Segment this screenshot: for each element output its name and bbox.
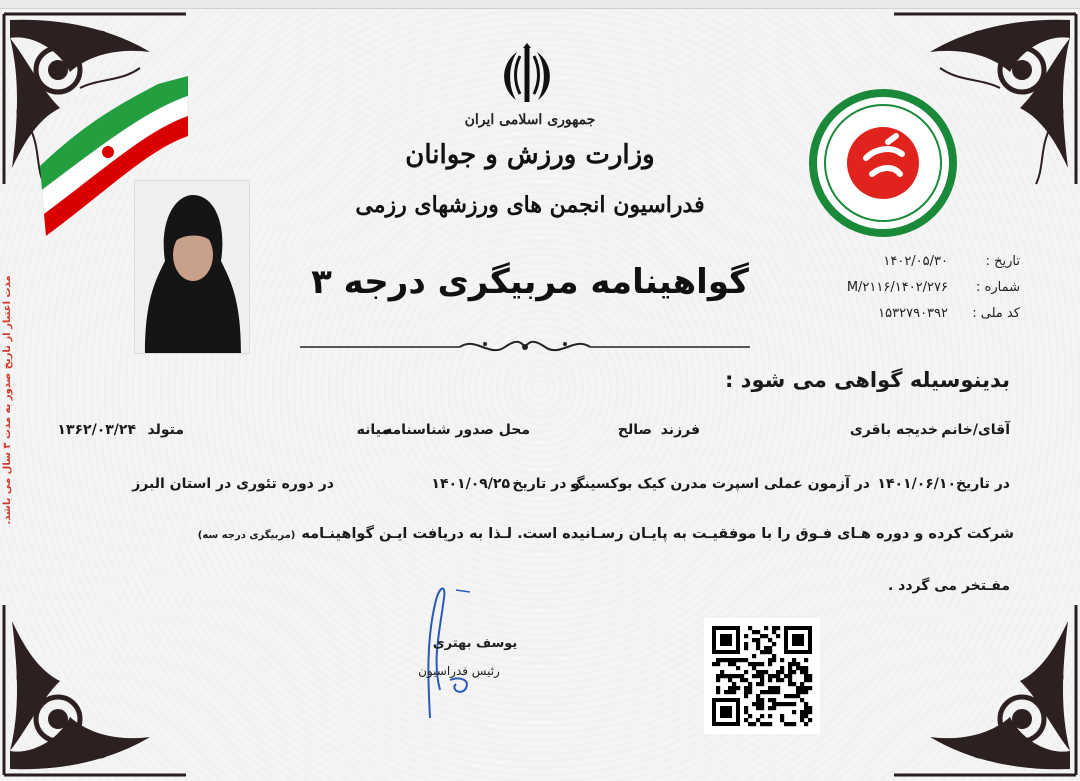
ministry-heading: وزارت ورزش و جوانان bbox=[405, 140, 655, 170]
meta-label: کد ملی : bbox=[972, 306, 1020, 321]
certificate-title: گواهینامه مربیگری درجه ۳ bbox=[311, 262, 749, 302]
course-date: ۱۴۰۱/۰۹/۲۵ bbox=[431, 476, 510, 492]
holder-name: خدیجه باقری bbox=[849, 422, 938, 438]
completion-line bbox=[198, 526, 1014, 542]
meta-value: ۱۴۰۲/۰۵/۳۰ bbox=[883, 254, 948, 269]
certificate-meta bbox=[780, 254, 1020, 332]
meta-label: تاریخ : bbox=[985, 254, 1020, 269]
signer-name: یوسف بهتری bbox=[432, 636, 518, 651]
certification-intro: بدینوسیله گواهی می شود : bbox=[724, 368, 1010, 392]
holder-photo bbox=[134, 180, 250, 354]
federation-logo bbox=[808, 88, 958, 238]
meta-value: ۱۴۰۲/۲۷۶/M/۲۱۱۶ bbox=[846, 280, 948, 295]
father-label: فرزند bbox=[660, 422, 700, 438]
exam-date-label: در تاریخ bbox=[955, 476, 1010, 492]
exam-details-line bbox=[50, 476, 1010, 500]
validity-side-note: مدت اعتبار از تاریخ صدور به مدت ۳ سال می باشد. bbox=[2, 275, 13, 525]
birthplace: میانه bbox=[356, 422, 390, 438]
exam-date: ۱۴۰۱/۰۶/۱۰ bbox=[877, 476, 956, 492]
exam-description: در آزمون عملی اسپرت مدرن کیک بوکسینگ bbox=[570, 476, 870, 492]
meta-row-number bbox=[780, 280, 1020, 306]
meta-value: ۱۵۳۲۷۹۰۳۹۲ bbox=[878, 306, 948, 321]
birth-date: ۱۳۶۲/۰۳/۲۴ bbox=[57, 422, 136, 438]
iran-emblem-icon bbox=[492, 42, 562, 108]
ornamental-divider bbox=[300, 336, 750, 358]
birth-label: متولد bbox=[147, 422, 184, 438]
course-description: در دوره تئوری در استان البرز bbox=[132, 476, 334, 492]
course-date-label: و در تاریخ bbox=[512, 476, 580, 492]
ornament-corner-bottom-right bbox=[890, 601, 1080, 781]
qr-code[interactable] bbox=[704, 618, 820, 734]
signer-role: رئیس فدراسیون bbox=[418, 664, 500, 678]
holder-details-line bbox=[50, 422, 1010, 446]
closing-line: مفـتخر می گردد . bbox=[887, 578, 1010, 594]
ornament-corner-bottom-left bbox=[0, 601, 190, 781]
meta-row-date bbox=[780, 254, 1020, 280]
father-name: صالح bbox=[617, 422, 652, 438]
federation-heading: فدراسیون انجمن های ورزشهای رزمی bbox=[355, 192, 705, 218]
meta-row-national-id bbox=[780, 306, 1020, 332]
completion-text: شرکت کرده و دوره هـای فـوق را با موفقیـت به پایـان رسـانیده است. لـذا به دریافت ایـن گواهینـامه bbox=[301, 526, 1014, 542]
republic-heading: جمهوری اسلامی ایران bbox=[464, 112, 596, 128]
meta-label: شماره : bbox=[976, 280, 1020, 295]
certificate-grade-note: (مربیگری درجه سه) bbox=[197, 530, 296, 541]
name-label: آقای/خانم bbox=[941, 422, 1010, 438]
birthplace-label: محل صدور شناسنامه bbox=[383, 422, 530, 438]
